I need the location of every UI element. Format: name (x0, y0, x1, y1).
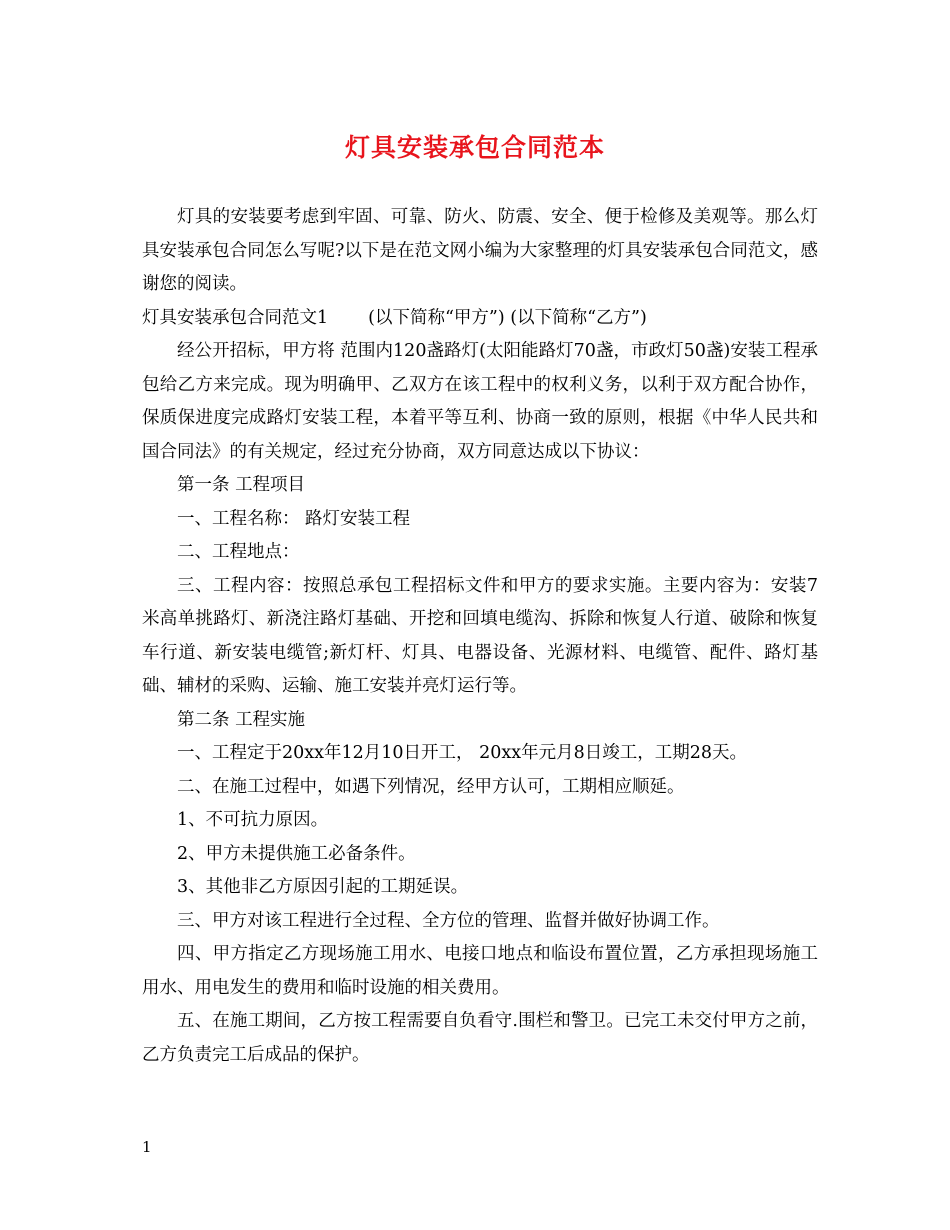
project-location-item: 二、工程地点： (177, 542, 300, 562)
article-1-heading: 第一条 工程项目 (177, 475, 306, 495)
utilities-item: 四、甲方指定乙方现场施工用水、电接口地点和临设布置位置，乙方承担现场施工用水、用电发生的费用和临时设施的相关费用。 (142, 944, 818, 998)
party-a-note: (以下简称“甲方”) (368, 307, 505, 328)
extension-case-1: 1、不可抗力原因。 (177, 810, 329, 830)
contract-sample-label: 灯具安装承包合同范文1 (142, 307, 329, 328)
preamble-paragraph: 经公开招标，甲方将 范围内120盏路灯(太阳能路灯70盏，市政灯50盏)安装工程承包给乙方来完成。现为明确甲、乙双方在该工程中的权利义务，以利于双方配合协作，保质保进度完成路灯安装工程，本着平等互利、协商一致的原则，根据《中华人民共和国合同法》的有关规定，经过充分协商，双方同意达成以下协议： (142, 341, 818, 462)
site-protection-item: 五、在施工期间，乙方按工程需要自负看守.围栏和警卫。已完工未交付甲方之前，乙方负责完工后成品的保护。 (142, 1011, 818, 1065)
document-body (142, 201, 818, 1072)
supervision-item: 三、甲方对该工程进行全过程、全方位的管理、监督并做好协调工作。 (177, 910, 720, 931)
party-b-note: (以下简称“乙方”) (510, 307, 647, 328)
project-name-item: 一、工程名称： 路灯安装工程 (177, 508, 411, 529)
extension-case-3: 3、其他非乙方原因引起的工期延误。 (177, 877, 469, 897)
intro-paragraph: 灯具的安装要考虑到牢固、可靠、防火、防震、安全、便于检修及美观等。那么灯具安装承包合同怎么写呢?以下是在范文网小编为大家整理的灯具安装承包合同范文，感谢您的阅读。 (142, 207, 818, 294)
project-content-item: 三、工程内容：按照总承包工程招标文件和甲方的要求实施。主要内容为：安装7米高单挑路灯、新浇注路灯基础、开挖和回填电缆沟、拆除和恢复人行道、破除和恢复车行道、新安装电缆管;新灯杆、灯具、电器设备、光源材料、电缆管、配件、路灯基础、辅材的采购、运输、施工安装并亮灯运行等。 (142, 575, 818, 696)
extension-case-2: 2、甲方未提供施工必备条件。 (177, 843, 416, 864)
contract-heading-line (142, 302, 818, 336)
document-title: 灯具安装承包合同范本 (344, 133, 605, 162)
page-number: 1 (142, 1138, 152, 1156)
schedule-item: 一、工程定于20xx年12月10日开工， 20xx年元月8日竣工，工期28天。 (177, 743, 748, 763)
extension-item: 二、在施工过程中，如遇下列情况，经甲方认可，工期相应顺延。 (177, 776, 685, 797)
article-2-heading: 第二条 工程实施 (177, 709, 306, 730)
